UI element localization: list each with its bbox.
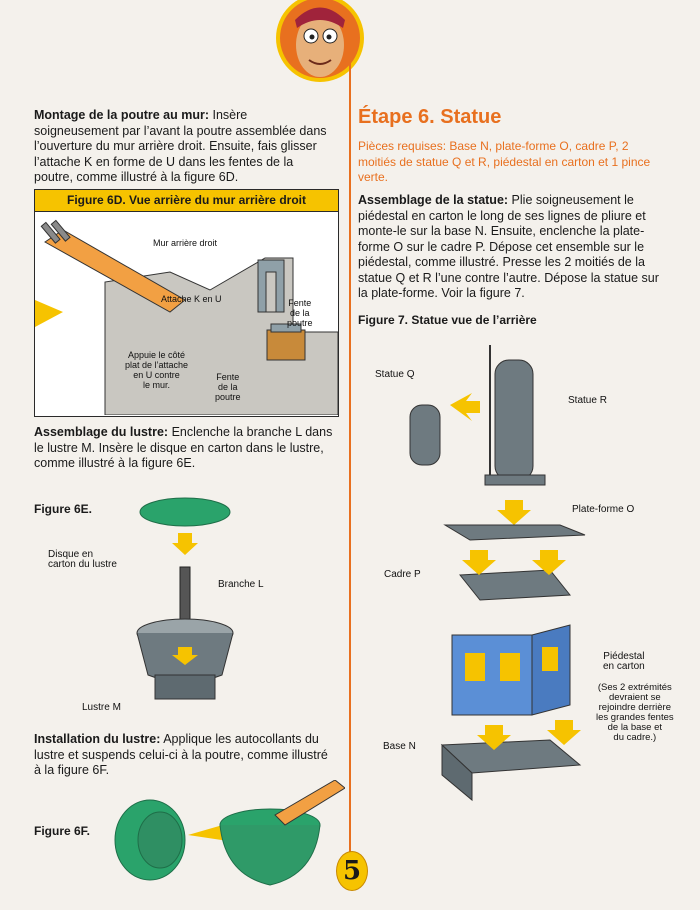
poutre-title: Montage de la poutre au mur: [34, 108, 210, 122]
label-cadre: Cadre P [384, 569, 421, 580]
figure-7-illustration [400, 335, 600, 820]
install-text: Applique les autocollants du lustre et suspends celui-ci à la poutre, comme illustré à la figure 6F. [34, 732, 328, 777]
poutre-text: Insère soigneusement par l’avant la poutre assemblée dans l’ouverture du mur arrière droit. Ensuite, fais glisser l’attache K en forme de U dans les fentes de la poutre, comme illustré à la figure 6D. [34, 108, 327, 184]
lustre-text: Enclenche la branche L dans le lustre M. Insère le disque en carton dans le lustre, comme illustré à la figure 6E. [34, 425, 333, 470]
page-number: 5 [336, 851, 368, 891]
label-mur-arriere: Mur arrière droit [153, 238, 218, 248]
figure-7-title: Figure 7. Statue vue de l’arrière [358, 313, 537, 327]
statue-title: Assemblage de la statue: [358, 193, 509, 207]
label-fente-poutre: Fente de la poutre [287, 298, 313, 328]
poutre-paragraph [34, 108, 334, 186]
label-statue-r: Statue R [568, 395, 607, 406]
step-title: Étape 6. Statue [358, 106, 502, 128]
statue-text: Plie soigneusement le piédestal en carton le long de ses lignes de pliure et monte-le sur la base N. Ensuite, enclenche la plate-forme O sur le cadre P. Dépose cet ensemble sur le piédestal, comme illustré. Presse les 2 moitiés de la statue Q et R l’une contre l’autre. Dépose la statue sur la plate-forme. Voir la figure 7. [358, 193, 659, 300]
figure-6e-title: Figure 6E. [34, 502, 93, 516]
label-plateforme: Plate-forme O [572, 504, 635, 515]
install-title: Installation du lustre: [34, 732, 161, 746]
figure-6d-title: Figure 6D. Vue arrière du mur arrière droit [35, 190, 338, 212]
figure-6f-title: Figure 6F. [34, 824, 91, 838]
figure-6e-illustration [130, 495, 250, 715]
label-appuie: Appuie le côté plat de l’attache en U contre le mur. [125, 350, 189, 390]
lustre-paragraph [34, 425, 334, 472]
label-statue-q: Statue Q [375, 369, 415, 380]
label-branche: Branche L [218, 579, 264, 590]
label-piedestal: Piédestal en carton [603, 651, 645, 672]
figure-6d [34, 189, 339, 417]
label-lustre: Lustre M [82, 702, 121, 713]
column-divider [349, 58, 351, 863]
figure-6f-illustration [100, 780, 345, 905]
statue-paragraph [358, 193, 663, 302]
label-base: Base N [383, 741, 416, 752]
label-attache: Attache K en U [161, 294, 222, 304]
label-note: (Ses 2 extrémités devraient se rejoindre derrière les grandes fentes de la base et du cadre.) [596, 682, 674, 743]
mascot-illustration [275, 0, 365, 90]
label-fente-base: Fente de la poutre [215, 372, 241, 402]
label-disque: Disque en carton du lustre [48, 549, 117, 570]
pieces-list: Pièces requises: Base N, plate-forme O, cadre P, 2 moitiés de statue Q et R, piédestal en carton et 1 pince verte. [358, 139, 651, 184]
lustre-title: Assemblage du lustre: [34, 425, 169, 439]
install-paragraph [34, 732, 334, 779]
